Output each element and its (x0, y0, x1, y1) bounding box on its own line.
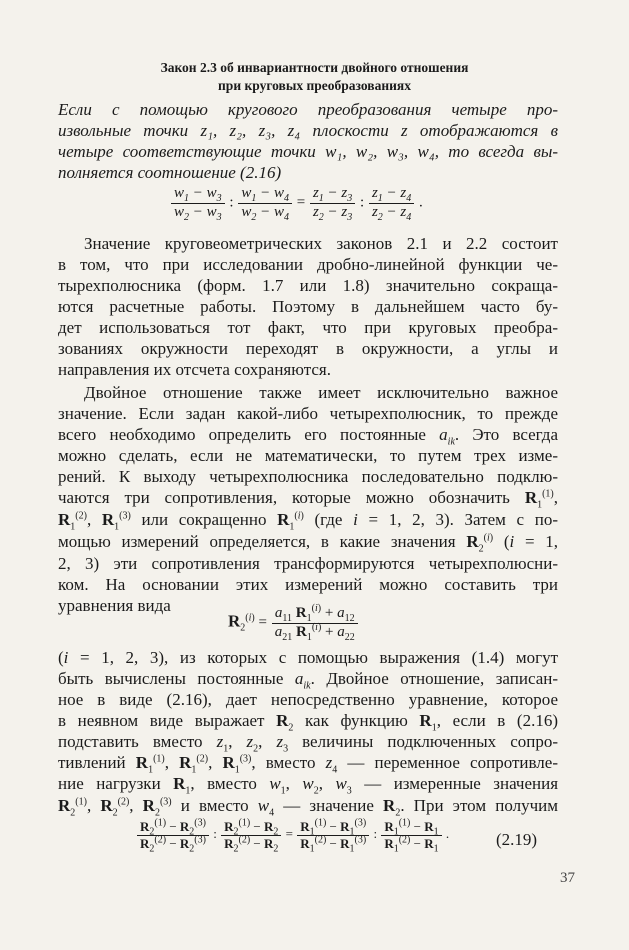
paragraph-line: быть вычислены постоянные $a_{ik}$. Двойное отношение, записан- (58, 669, 559, 692)
paragraph-line: 2, 3) эти сопротивления трансформируются четырехполюсни- (58, 554, 558, 573)
formula-r2: $R_2^{(i)}$ = $\frac{a_{11} R_1^{(i)} + a_{12}}{a_{21} R_1^{(i)} + a_{22}}$ (228, 606, 359, 641)
paragraph-line: $R_1^{(2)}$, $R_1^{(3)}$ или сокращенно $R_1^{(i)}$ (где i = 1, 2, 3). Затем с по- (58, 510, 558, 533)
equation-number: (2.19) (496, 830, 538, 849)
law-text-line: четыре соответствующие точки w₁, w₂, w₃, w₄, то всегда вы- (58, 142, 558, 161)
paragraph-line: чаются три сопротивления, которые можно обозначить $R_1^{(1)}$, (58, 488, 559, 511)
formula-2-16: $\frac{w_1 - w_3}{w_2 - w_3}$ : $\frac{w_1 - w_4}{w_2 - w_4}$ = $\frac{z_1 - z_3}{z_2 - z_3}$ : $\frac{z_1 - z_4}{z_2 - z_4}$ . (170, 186, 423, 221)
paragraph-line: уравнения вида (58, 596, 171, 615)
paragraph-line: всего необходимо определить его постоянные $a_{ik}$. Это всегда (58, 425, 558, 448)
law-text-line: Если с помощью кругового преобразования четыре про- (58, 100, 558, 119)
paragraph-line: значение. Если задан какой-либо четырехполюсник, то прежде (58, 404, 558, 423)
law-title-line-1: Закон 2.3 об инвариантности двойного отношения (160, 60, 469, 75)
paragraph-line: дет использоваться тот факт, что при круговых преобра- (58, 318, 558, 337)
paragraph-line: в том, что при исследовании дробно-линейной функции че- (58, 255, 558, 274)
paragraph-line: тивлений $R_1^{(1)}$, $R_1^{(2)}$, $R_1^{(3)}$, вместо $z_4$ — переменное сопротивле- (58, 753, 558, 776)
paragraph-line: мощью измерений определяется, в какие значения $R_2^{(i)}$ (i = 1, (58, 532, 559, 555)
page-number: 37 (560, 870, 575, 886)
paragraph-line: ние нагрузки $R_1$, вместо $w_1$, $w_2$, $w_3$ — измеренные значения (58, 774, 559, 797)
paragraph-line: ное в виде (2.16), дает непосредственно уравнение, которое (58, 690, 558, 709)
paragraph-line: Двойное отношение также имеет исключительно важное (84, 383, 558, 402)
paragraph-line: $R_2^{(1)}$, $R_2^{(2)}$, $R_2^{(3)}$ и вместо $w_4$ — значение $R_2$. При этом получим (58, 796, 559, 819)
law-title-line-2: при круговых преобразованиях (218, 78, 411, 93)
law-text-line: полняется соотношение (2.16) (58, 163, 282, 182)
paragraph-line: рений. К выходу четырехполюсника последовательно подклю- (58, 467, 558, 486)
paragraph-line: зованиях окружности переходят в окружности, а углы и (58, 339, 558, 358)
formula-2-19: $\frac{R_2^{(1)} - R_2^{(3)}}{R_2^{(2)} - R_2^{(3)}}$ : $\frac{R_2^{(1)} - R_2}{R_2^{(2)} - R_2}$ = $\frac{R_1^{(1)} - R_1^{(3)}}{R_1^{(2)} - R_1^{(3)}}$ : $\frac{R_1^{(1)} - R_1}{R_1^{(2)} - R_1}$ . (136, 820, 449, 850)
paragraph-line: (i = 1, 2, 3), из которых с помощью выражения (1.4) могут (58, 648, 559, 667)
paragraph-line: можно сделать, если не математически, то путем трех изме- (58, 446, 558, 465)
paragraph-line: Значение круговеометрических законов 2.1 и 2.2 состоит (84, 234, 558, 253)
paragraph-line: ком. На основании этих измерений можно составить три (58, 575, 558, 594)
paragraph-line: в неявном виде выражает $R_2$ как функцию $R_1$, если в (2.16) (58, 711, 559, 734)
paragraph-line: тырехполюсника (форм. 1.7 или 1.8) значительно сокраща- (58, 276, 558, 295)
law-text-line: извольные точки z₁, z₂, z₃, z₄ плоскости z отображаются в (58, 121, 558, 140)
paragraph-line: направления их отсчета сохраняются. (58, 360, 331, 379)
paragraph-line: ются расчетные работы. Поэтому в дальнейшем часто бу- (58, 297, 558, 316)
paragraph-line: подставить вместо $z_1$, $z_2$, $z_3$ величины подключенных сопро- (58, 732, 559, 755)
